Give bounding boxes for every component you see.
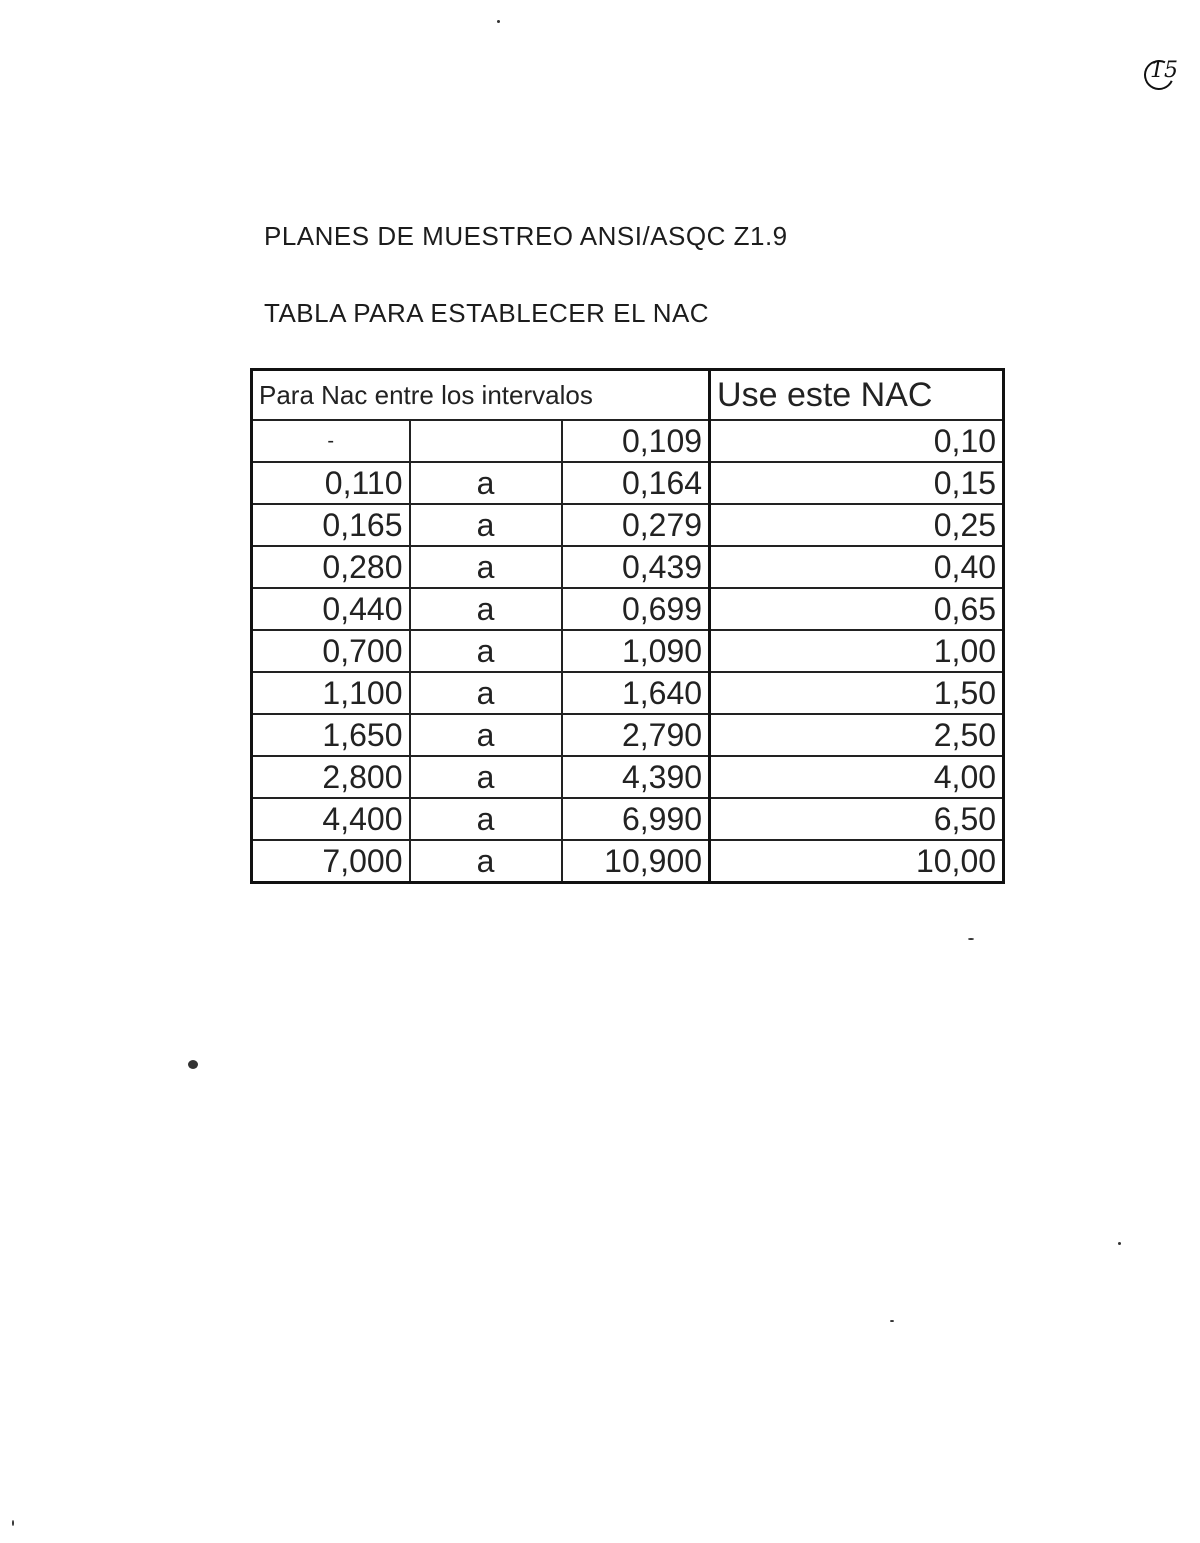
header-range: Para Nac entre los intervalos bbox=[252, 370, 710, 421]
range-to: 1,090 bbox=[562, 630, 710, 672]
range-from: 1,100 bbox=[252, 672, 410, 714]
range-separator: a bbox=[410, 630, 562, 672]
range-separator: a bbox=[410, 840, 562, 883]
range-to: 0,699 bbox=[562, 588, 710, 630]
use-nac-value: 2,50 bbox=[710, 714, 1004, 756]
table-row bbox=[252, 546, 1004, 588]
range-separator: a bbox=[410, 588, 562, 630]
range-to: 4,390 bbox=[562, 756, 710, 798]
page-number: 15 bbox=[1150, 58, 1178, 83]
range-separator: a bbox=[410, 672, 562, 714]
range-from: - bbox=[252, 420, 410, 462]
use-nac-value: 1,50 bbox=[710, 672, 1004, 714]
use-nac-value: 0,65 bbox=[710, 588, 1004, 630]
nac-table bbox=[250, 368, 1005, 884]
use-nac-value: 0,25 bbox=[710, 504, 1004, 546]
table-row bbox=[252, 420, 1004, 462]
scan-speck bbox=[968, 938, 974, 940]
use-nac-value: 0,40 bbox=[710, 546, 1004, 588]
range-from: 4,400 bbox=[252, 798, 410, 840]
scan-speck bbox=[1118, 1242, 1121, 1245]
table-title: TABLA PARA ESTABLECER EL NAC bbox=[264, 298, 710, 328]
range-from: 0,110 bbox=[252, 462, 410, 504]
range-to: 10,900 bbox=[562, 840, 710, 883]
range-from: 0,700 bbox=[252, 630, 410, 672]
range-separator: a bbox=[410, 546, 562, 588]
table-row bbox=[252, 714, 1004, 756]
use-nac-value: 10,00 bbox=[710, 840, 1004, 883]
use-nac-value: 0,10 bbox=[710, 420, 1004, 462]
range-from: 0,165 bbox=[252, 504, 410, 546]
use-nac-value: 0,15 bbox=[710, 462, 1004, 504]
range-separator: a bbox=[410, 462, 562, 504]
scan-speck bbox=[890, 1320, 894, 1322]
range-from: 2,800 bbox=[252, 756, 410, 798]
range-from: 0,440 bbox=[252, 588, 410, 630]
range-separator: a bbox=[410, 714, 562, 756]
range-to: 2,790 bbox=[562, 714, 710, 756]
header-use-nac: Use este NAC bbox=[710, 370, 1004, 421]
scan-speck bbox=[497, 20, 500, 23]
page-title: PLANES DE MUESTREO ANSI/ASQC Z1.9 bbox=[264, 221, 788, 251]
range-to: 6,990 bbox=[562, 798, 710, 840]
range-to: 0,164 bbox=[562, 462, 710, 504]
table-row bbox=[252, 672, 1004, 714]
range-from: 7,000 bbox=[252, 840, 410, 883]
range-separator: a bbox=[410, 504, 562, 546]
range-to: 0,109 bbox=[562, 420, 710, 462]
range-separator: a bbox=[410, 756, 562, 798]
table-row bbox=[252, 798, 1004, 840]
table-header-row bbox=[252, 370, 1004, 421]
use-nac-value: 6,50 bbox=[710, 798, 1004, 840]
range-separator: a bbox=[410, 798, 562, 840]
range-separator bbox=[410, 420, 562, 462]
range-from: 1,650 bbox=[252, 714, 410, 756]
range-to: 0,439 bbox=[562, 546, 710, 588]
scan-speck bbox=[12, 1520, 14, 1526]
table-row bbox=[252, 588, 1004, 630]
use-nac-value: 1,00 bbox=[710, 630, 1004, 672]
table-row bbox=[252, 462, 1004, 504]
table-row bbox=[252, 504, 1004, 546]
range-to: 0,279 bbox=[562, 504, 710, 546]
table-row bbox=[252, 630, 1004, 672]
table-row bbox=[252, 840, 1004, 883]
table-row bbox=[252, 756, 1004, 798]
use-nac-value: 4,00 bbox=[710, 756, 1004, 798]
range-to: 1,640 bbox=[562, 672, 710, 714]
scan-speck bbox=[188, 1060, 198, 1069]
range-from: 0,280 bbox=[252, 546, 410, 588]
